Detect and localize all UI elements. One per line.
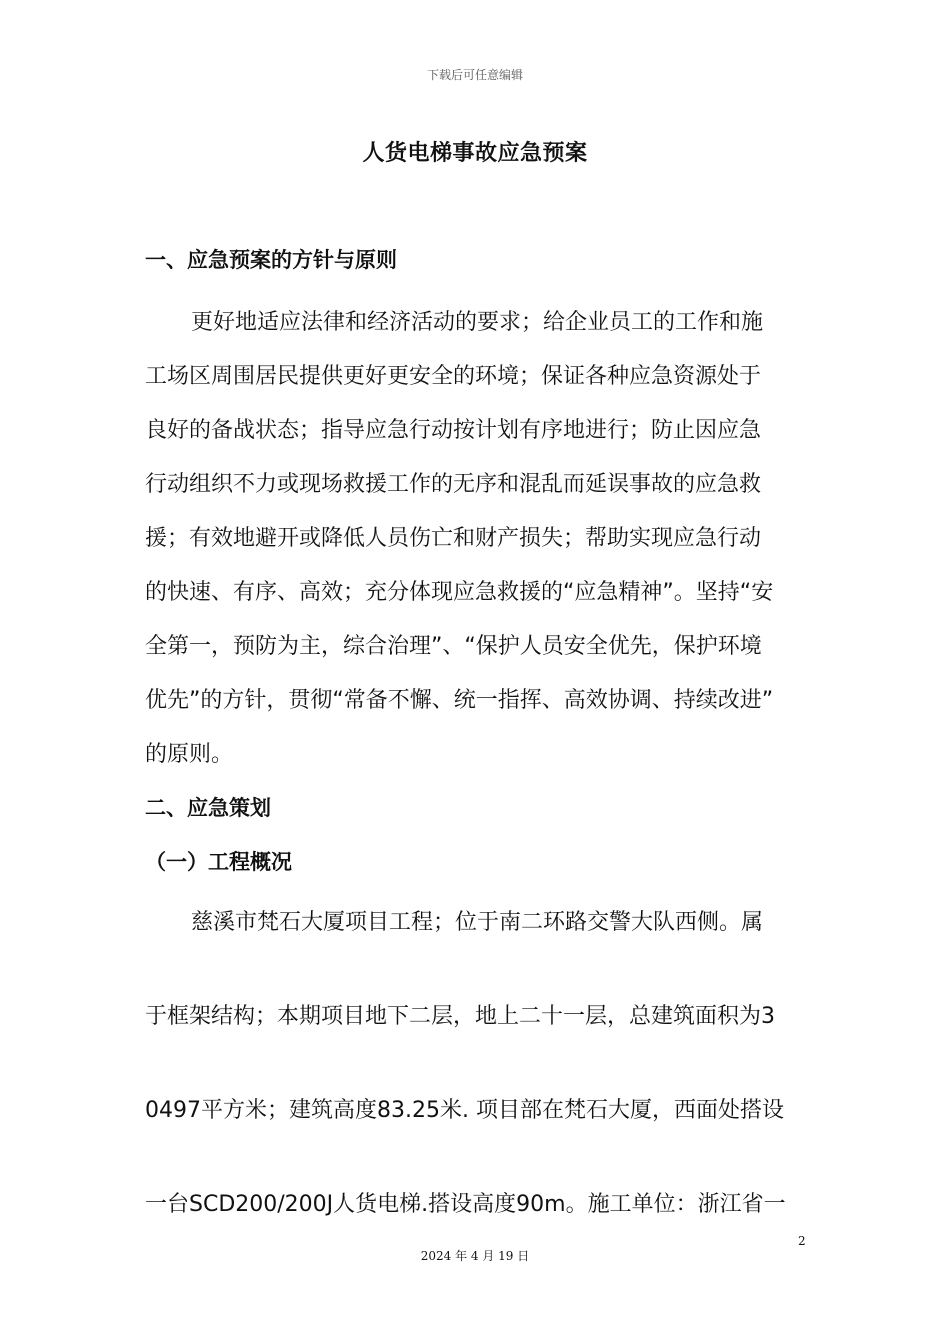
paragraph-principles [145, 296, 810, 782]
paragraph-line: 工场区周围居民提供更好更安全的环境；保证各种应急资源处于 [145, 364, 762, 389]
paragraph-line: 行动组织不力或现场救援工作的无序和混乱而延误事故的应急救 [145, 472, 762, 497]
paragraph-line: 良好的备战状态；指导应急行动按计划有序地进行；防止因应急 [145, 418, 762, 443]
page-number: 2 [798, 1234, 806, 1248]
paragraph-line: 慈溪市梵石大厦项目工程；位于南二环路交警大队西侧。属 [191, 910, 764, 935]
section-heading-planning: 二、应急策划 [145, 796, 271, 820]
paragraph-line: 于框架结构；本期项目地下二层，地上二十一层，总建筑面积为3 [145, 1004, 775, 1029]
subsection-heading-overview: （一）工程概况 [145, 850, 292, 874]
paragraph-line: 0497平方米；建筑高度83.25米. 项目部在梵石大厦，西面处搭设 [145, 1098, 784, 1123]
section-heading-principles: 一、应急预案的方针与原则 [145, 248, 397, 272]
paragraph-line: 全第一，预防为主，综合治理”、“保护人员安全优先，保护环境 [145, 634, 762, 659]
footer-date: 2024 年 4 月 19 日 [420, 1249, 530, 1263]
paragraph-line: 的快速、有序、高效；充分体现应急救援的“应急精神”。坚持“安 [145, 580, 774, 605]
paragraph-overview [145, 908, 810, 1284]
document-title: 人货电梯事故应急预案 [362, 141, 588, 166]
paragraph-line: 援；有效地避开或降低人员伤亡和财产损失；帮助实现应急行动 [145, 526, 762, 551]
paragraph-line: 的原则。 [145, 742, 234, 767]
paragraph-line: 优先”的方针，贯彻“常备不懈、统一指挥、高效协调、持续改进” [145, 688, 774, 713]
header-note: 下载后可任意编辑 [426, 68, 523, 82]
paragraph-line: 更好地适应法律和经济活动的要求；给企业员工的工作和施 [191, 310, 764, 335]
paragraph-line: 一台SCD200/200J人货电梯.搭设高度90m。施工单位：浙江省一 [145, 1192, 786, 1217]
